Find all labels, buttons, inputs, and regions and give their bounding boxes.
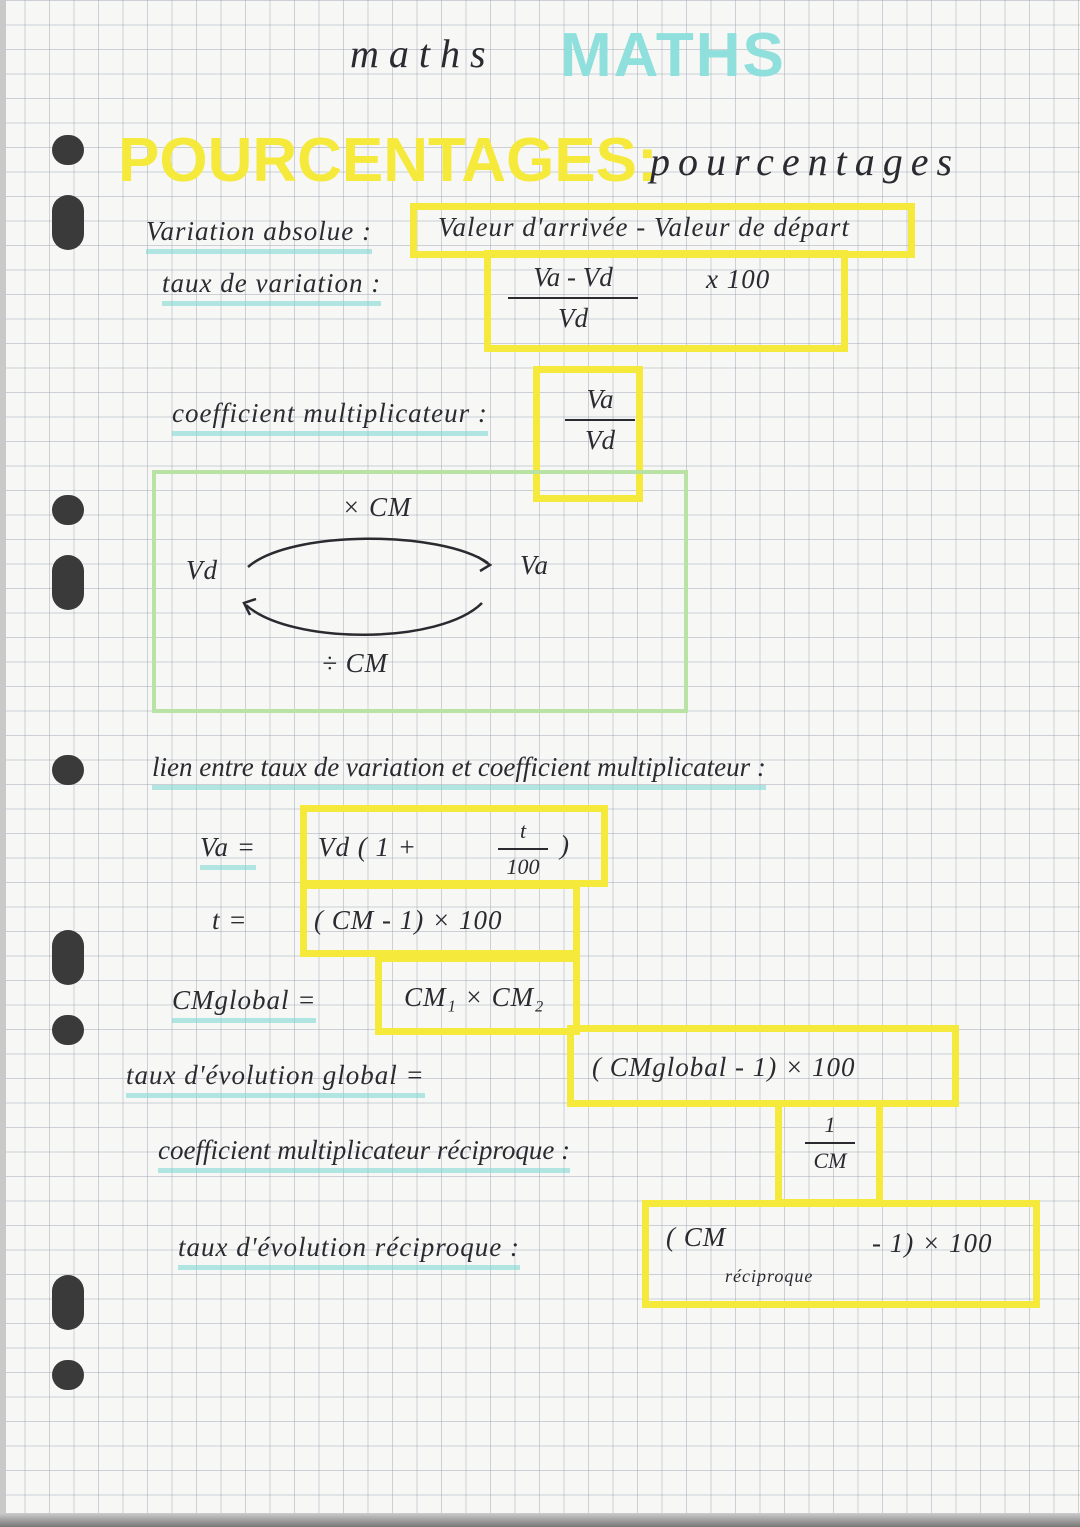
denominator: Vd [585, 425, 615, 455]
binder-hole [52, 1275, 84, 1330]
va-label: Va = [200, 832, 256, 870]
binder-hole [52, 930, 84, 985]
cmglobal-formula: CM₁ × CM₂ [404, 982, 545, 1012]
times-100: x 100 [706, 264, 771, 294]
fraction-bar [565, 419, 635, 421]
taux-reciproque-formula-a: ( CM [666, 1222, 727, 1252]
binder-hole [52, 1360, 84, 1390]
t-label: t = [212, 905, 248, 935]
fraction-bar [498, 848, 548, 850]
numerator: Va [586, 384, 614, 414]
taux-variation-fraction [508, 262, 638, 334]
fraction-bar [508, 297, 638, 299]
lien-heading: lien entre taux de variation et coefficient multiplicateur : [152, 752, 766, 790]
binder-hole [52, 1015, 84, 1045]
cm-reciproque-label: coefficient multiplicateur réciproque : [158, 1135, 570, 1173]
taux-global-formula: ( CMglobal - 1) × 100 [592, 1052, 856, 1082]
cycle-arrows [230, 525, 510, 650]
binder-hole [52, 135, 84, 165]
diagram-vd: Vd [186, 555, 218, 585]
diagram-va: Va [520, 550, 549, 580]
numerator: t [519, 818, 527, 843]
denominator: CM [813, 1148, 847, 1173]
numerator: 1 [824, 1112, 836, 1137]
diagram-bottom-op: ÷ CM [322, 648, 389, 678]
numerator: Va - Vd [533, 262, 613, 292]
taux-variation-label: taux de variation : [162, 268, 381, 306]
fraction-bar [805, 1142, 855, 1144]
va-formula: Vd ( 1 + [318, 832, 417, 862]
page-edge [0, 1513, 1080, 1527]
coefficient-fraction [565, 384, 635, 456]
t-formula: ( CM - 1) × 100 [314, 905, 503, 935]
coefficient-label: coefficient multiplicateur : [172, 398, 488, 436]
subject-script: maths [350, 31, 496, 76]
va-fraction [498, 818, 548, 880]
taux-reciproque-label: taux d'évolution réciproque : [178, 1232, 520, 1270]
cm-reciproque-fraction [805, 1112, 855, 1174]
title-highlight: POURCENTAGES: [118, 126, 658, 195]
arrow-bottom [246, 603, 482, 635]
diagram-top-op: × CM [342, 492, 412, 522]
subject-highlight: MATHS [560, 21, 786, 90]
va-close: ) [560, 830, 570, 860]
taux-global-label: taux d'évolution global = [126, 1060, 425, 1098]
binder-hole [52, 195, 84, 250]
binder-hole [52, 555, 84, 610]
binder-hole [52, 755, 84, 785]
cmglobal-label: CMglobal = [172, 985, 316, 1023]
denominator: 100 [506, 854, 540, 879]
title-script: pourcentages [650, 139, 961, 184]
taux-reciproque-formula-b: - 1) × 100 [872, 1228, 993, 1258]
denominator: Vd [558, 303, 588, 333]
arrow-top [248, 539, 488, 567]
variation-absolue-label: Variation absolue : [146, 216, 372, 254]
variation-absolue-formula: Valeur d'arrivée - Valeur de départ [438, 212, 850, 242]
binder-hole [52, 495, 84, 525]
page-edge [0, 0, 6, 1527]
taux-reciproque-subscript: réciproque [725, 1266, 814, 1286]
